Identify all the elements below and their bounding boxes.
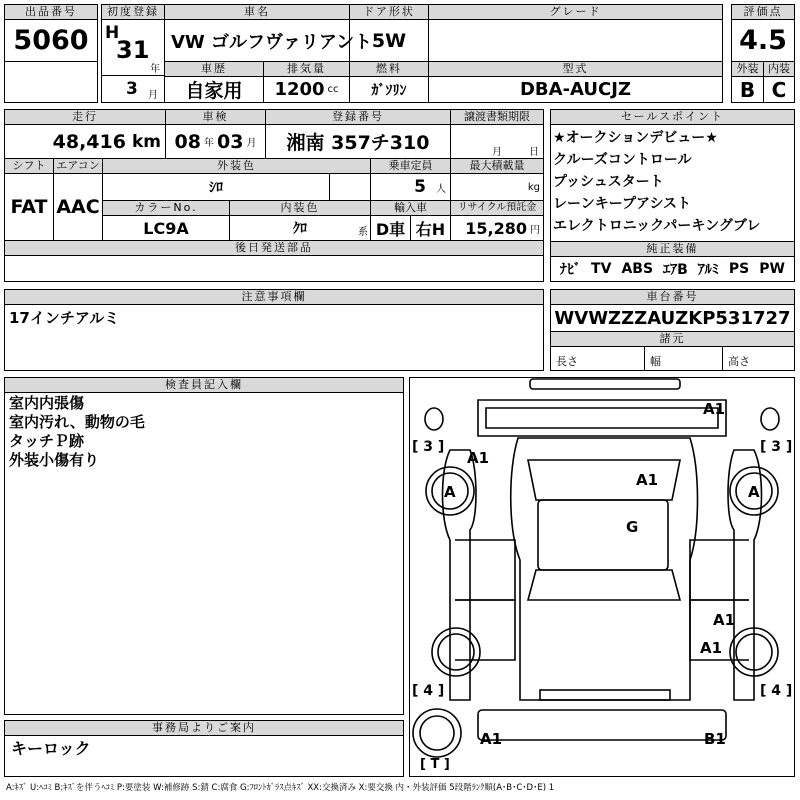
car-diagram: [409, 377, 795, 777]
spec-length-cell: [550, 346, 645, 371]
recycle-unit: 円: [530, 224, 540, 236]
score-label: 評価点: [731, 4, 795, 20]
registration-label: 登録番号: [265, 109, 451, 125]
specs-label: 諸元: [550, 331, 795, 347]
aircon-value: AAC: [53, 173, 103, 241]
equipment-abs: ABS: [621, 261, 654, 277]
tire-label-front-right: [ 3 ]: [760, 439, 793, 455]
ext-color-value: ｼﾛ: [102, 173, 330, 201]
mileage-value: 48,416: [52, 130, 126, 153]
sales-points-label: セールスポイント: [550, 109, 795, 125]
displacement-label: 排気量: [263, 61, 350, 77]
spec-height-label: 高さ: [728, 355, 750, 368]
first-reg-month-cell: [101, 75, 165, 103]
sales-point-4: レーンキープアシスト: [553, 196, 692, 212]
inspector-label: 検査員記入欄: [4, 377, 404, 393]
recycle-label: リサイクル預託金: [450, 200, 544, 216]
spec-height-cell: [722, 346, 795, 371]
int-color-label: 内装色: [229, 200, 371, 216]
era-prefix: H: [105, 23, 120, 43]
rear-panel: [540, 690, 670, 700]
spec-width-cell: [644, 346, 723, 371]
office-label: 事務局よりご案内: [4, 720, 404, 736]
import-h: 右H: [410, 215, 451, 241]
tire-label-spare: [ T ]: [420, 757, 450, 772]
reg-year: 31: [116, 36, 150, 64]
displacement-cell: [263, 76, 350, 103]
inspection-year: 08: [174, 130, 201, 153]
color-no-label: カラーNo.: [102, 200, 230, 216]
inspector-line-2: 室内汚れ、動物の毛: [9, 413, 145, 431]
equipment-label: 純正装備: [550, 241, 795, 257]
car-name-label: 車名: [164, 4, 350, 20]
import-label: 輸入車: [370, 200, 451, 216]
mark-wheel-left: A: [444, 483, 456, 501]
later-parts-label: 後日発送部品: [4, 240, 544, 256]
equipment-row: [550, 256, 795, 282]
equipment-tv: TV: [591, 261, 612, 277]
int-color-cell: [229, 215, 371, 241]
import-suffix: 系: [358, 227, 368, 238]
recycle-cell: [450, 215, 544, 241]
model-label: 型式: [428, 61, 723, 77]
model-value: DBA-AUCJZ: [428, 76, 723, 103]
reg-month-unit: 月: [148, 90, 158, 101]
sales-point-2: クルーズコントロール: [553, 152, 692, 168]
tire-label-front-left: [ 3 ]: [412, 439, 445, 455]
equipment-ps: PS: [728, 261, 750, 277]
history-value: 自家用: [164, 76, 264, 103]
tire-label-rear-right: [ 4 ]: [760, 683, 793, 699]
mark-roof-right: A1: [703, 400, 726, 418]
inspection-year-unit: 年: [204, 138, 214, 149]
rear-bumper: [478, 710, 726, 740]
rear-left-wheel: [432, 628, 480, 676]
transfer-cell: [450, 124, 544, 159]
transfer-month-unit: 月: [492, 147, 502, 158]
car-name: VW ゴルフヴァリアント: [164, 19, 350, 62]
right-mirror: [761, 408, 779, 430]
inspector-line-1: 室内内張傷: [9, 394, 85, 412]
inspector-line-4: 外装小傷有り: [9, 451, 100, 469]
ext-color-blank: [329, 173, 371, 201]
capacity-cell: [370, 173, 451, 201]
notes-text: 17インチアルミ: [9, 309, 120, 327]
max-load-cell: [450, 173, 544, 201]
inspection-cell: [165, 124, 266, 159]
notes-box: [4, 304, 544, 371]
grade-value: [428, 19, 723, 62]
fuel-value: ｶﾞｿﾘﾝ: [349, 76, 429, 103]
reg-year-unit: 年: [150, 64, 160, 75]
mark-hood: A1: [636, 471, 659, 489]
later-parts-box: [4, 255, 544, 282]
max-load-unit: kg: [527, 181, 540, 193]
notes-label: 注意事項欄: [4, 289, 544, 305]
mark-front-left: A1: [467, 449, 490, 467]
fuel-label: 燃料: [349, 61, 429, 77]
recycle-value: 15,280: [465, 218, 527, 238]
capacity-label: 乗車定員: [370, 158, 451, 174]
int-color-value: ｸﾛ: [293, 221, 307, 237]
mark-windshield: G: [626, 518, 639, 536]
sales-point-1: ★オークションデビュー★: [553, 130, 718, 146]
tire-label-rear-left: [ 4 ]: [412, 683, 445, 699]
ext-color-label: 外装色: [102, 158, 371, 174]
color-no-value: LC9A: [102, 215, 230, 241]
history-label: 車歴: [164, 61, 264, 77]
exterior-grade: B: [731, 76, 764, 103]
inspector-line-3: タッチＰ跡: [9, 432, 85, 450]
capacity-value: 5: [414, 177, 426, 197]
spec-width-label: 幅: [650, 355, 661, 368]
inspection-month: 03: [217, 130, 244, 153]
equipment-airbag: ｴｱB: [663, 262, 688, 278]
equipment-nav: ﾅﾋﾞ: [560, 262, 582, 278]
equipment-pw: PW: [759, 261, 785, 277]
inspection-month-unit: 月: [246, 138, 257, 149]
capacity-unit: 人: [436, 183, 446, 195]
interior-label: 内装: [763, 61, 795, 77]
first-reg-label: 初度登録: [101, 4, 165, 20]
displacement-value: 1200: [274, 79, 325, 100]
sales-points-box: [550, 124, 795, 242]
displacement-unit: cc: [327, 84, 339, 95]
office-box: [4, 735, 404, 777]
shift-label: シフト: [4, 158, 54, 174]
shift-value: FAT: [4, 173, 54, 241]
mileage-unit: km: [131, 131, 161, 152]
mark-wheel-right: A: [748, 483, 760, 501]
roof: [538, 500, 668, 570]
equipment-alloy: ｱﾙﾐ: [697, 262, 719, 278]
mileage-cell: [4, 124, 166, 159]
front-bumper-outline: [478, 400, 726, 436]
lot-blank: [4, 61, 98, 103]
transfer-label: 譲渡書類期限: [450, 109, 544, 125]
max-load-label: 最大積載量: [450, 158, 544, 174]
first-reg-year-cell: [101, 19, 165, 76]
sales-point-3: プッシュスタート: [553, 174, 664, 190]
inspector-box: [4, 392, 404, 715]
interior-grade: C: [763, 76, 795, 103]
grade-label: グレード: [428, 4, 723, 20]
door-type: 5W: [349, 19, 429, 62]
transfer-day-unit: 日: [529, 147, 539, 158]
import-d: D車: [370, 215, 411, 241]
inspection-label: 車検: [165, 109, 266, 125]
lot-label: 出品番号: [4, 4, 98, 20]
door-label: ドア形状: [349, 4, 429, 20]
chassis-number: WVWZZZAUZKP531727: [550, 304, 795, 332]
office-text: キーロック: [11, 739, 91, 758]
mark-bottom-left: A1: [480, 730, 503, 748]
mark-bottom-right: B1: [704, 730, 726, 748]
reg-month: 3: [126, 79, 138, 99]
rear-window: [528, 570, 680, 600]
chassis-label: 車台番号: [550, 289, 795, 305]
exterior-label: 外装: [731, 61, 764, 77]
legend: A:ｷｽﾞ U:ﾍｺﾐ B:ｷｽﾞを伴うﾍｺﾐ P:要塗装 W:補修跡 S:錆 C:腐食 G:ﾌﾛﾝﾄｶﾞﾗｽ点ｷｽﾞ XX:交換済み X:要交換 内・外装評価 5段階ﾗﾝｸ順(A･B･C･D･E) 1: [6, 783, 555, 793]
roof-bar: [530, 379, 680, 389]
sales-point-5: エレクトロニックパーキングブレ: [553, 218, 761, 234]
lot-number: 5060: [4, 19, 98, 62]
aircon-label: エアコン: [53, 158, 103, 174]
mark-right-rear: A1: [700, 639, 723, 657]
left-mirror: [425, 408, 443, 430]
mark-right-door: A1: [713, 611, 736, 629]
mileage-label: 走行: [4, 109, 166, 125]
score-value: 4.5: [731, 19, 795, 62]
registration-number: 湘南 357チ310: [265, 124, 451, 159]
spec-length-label: 長さ: [556, 355, 578, 368]
